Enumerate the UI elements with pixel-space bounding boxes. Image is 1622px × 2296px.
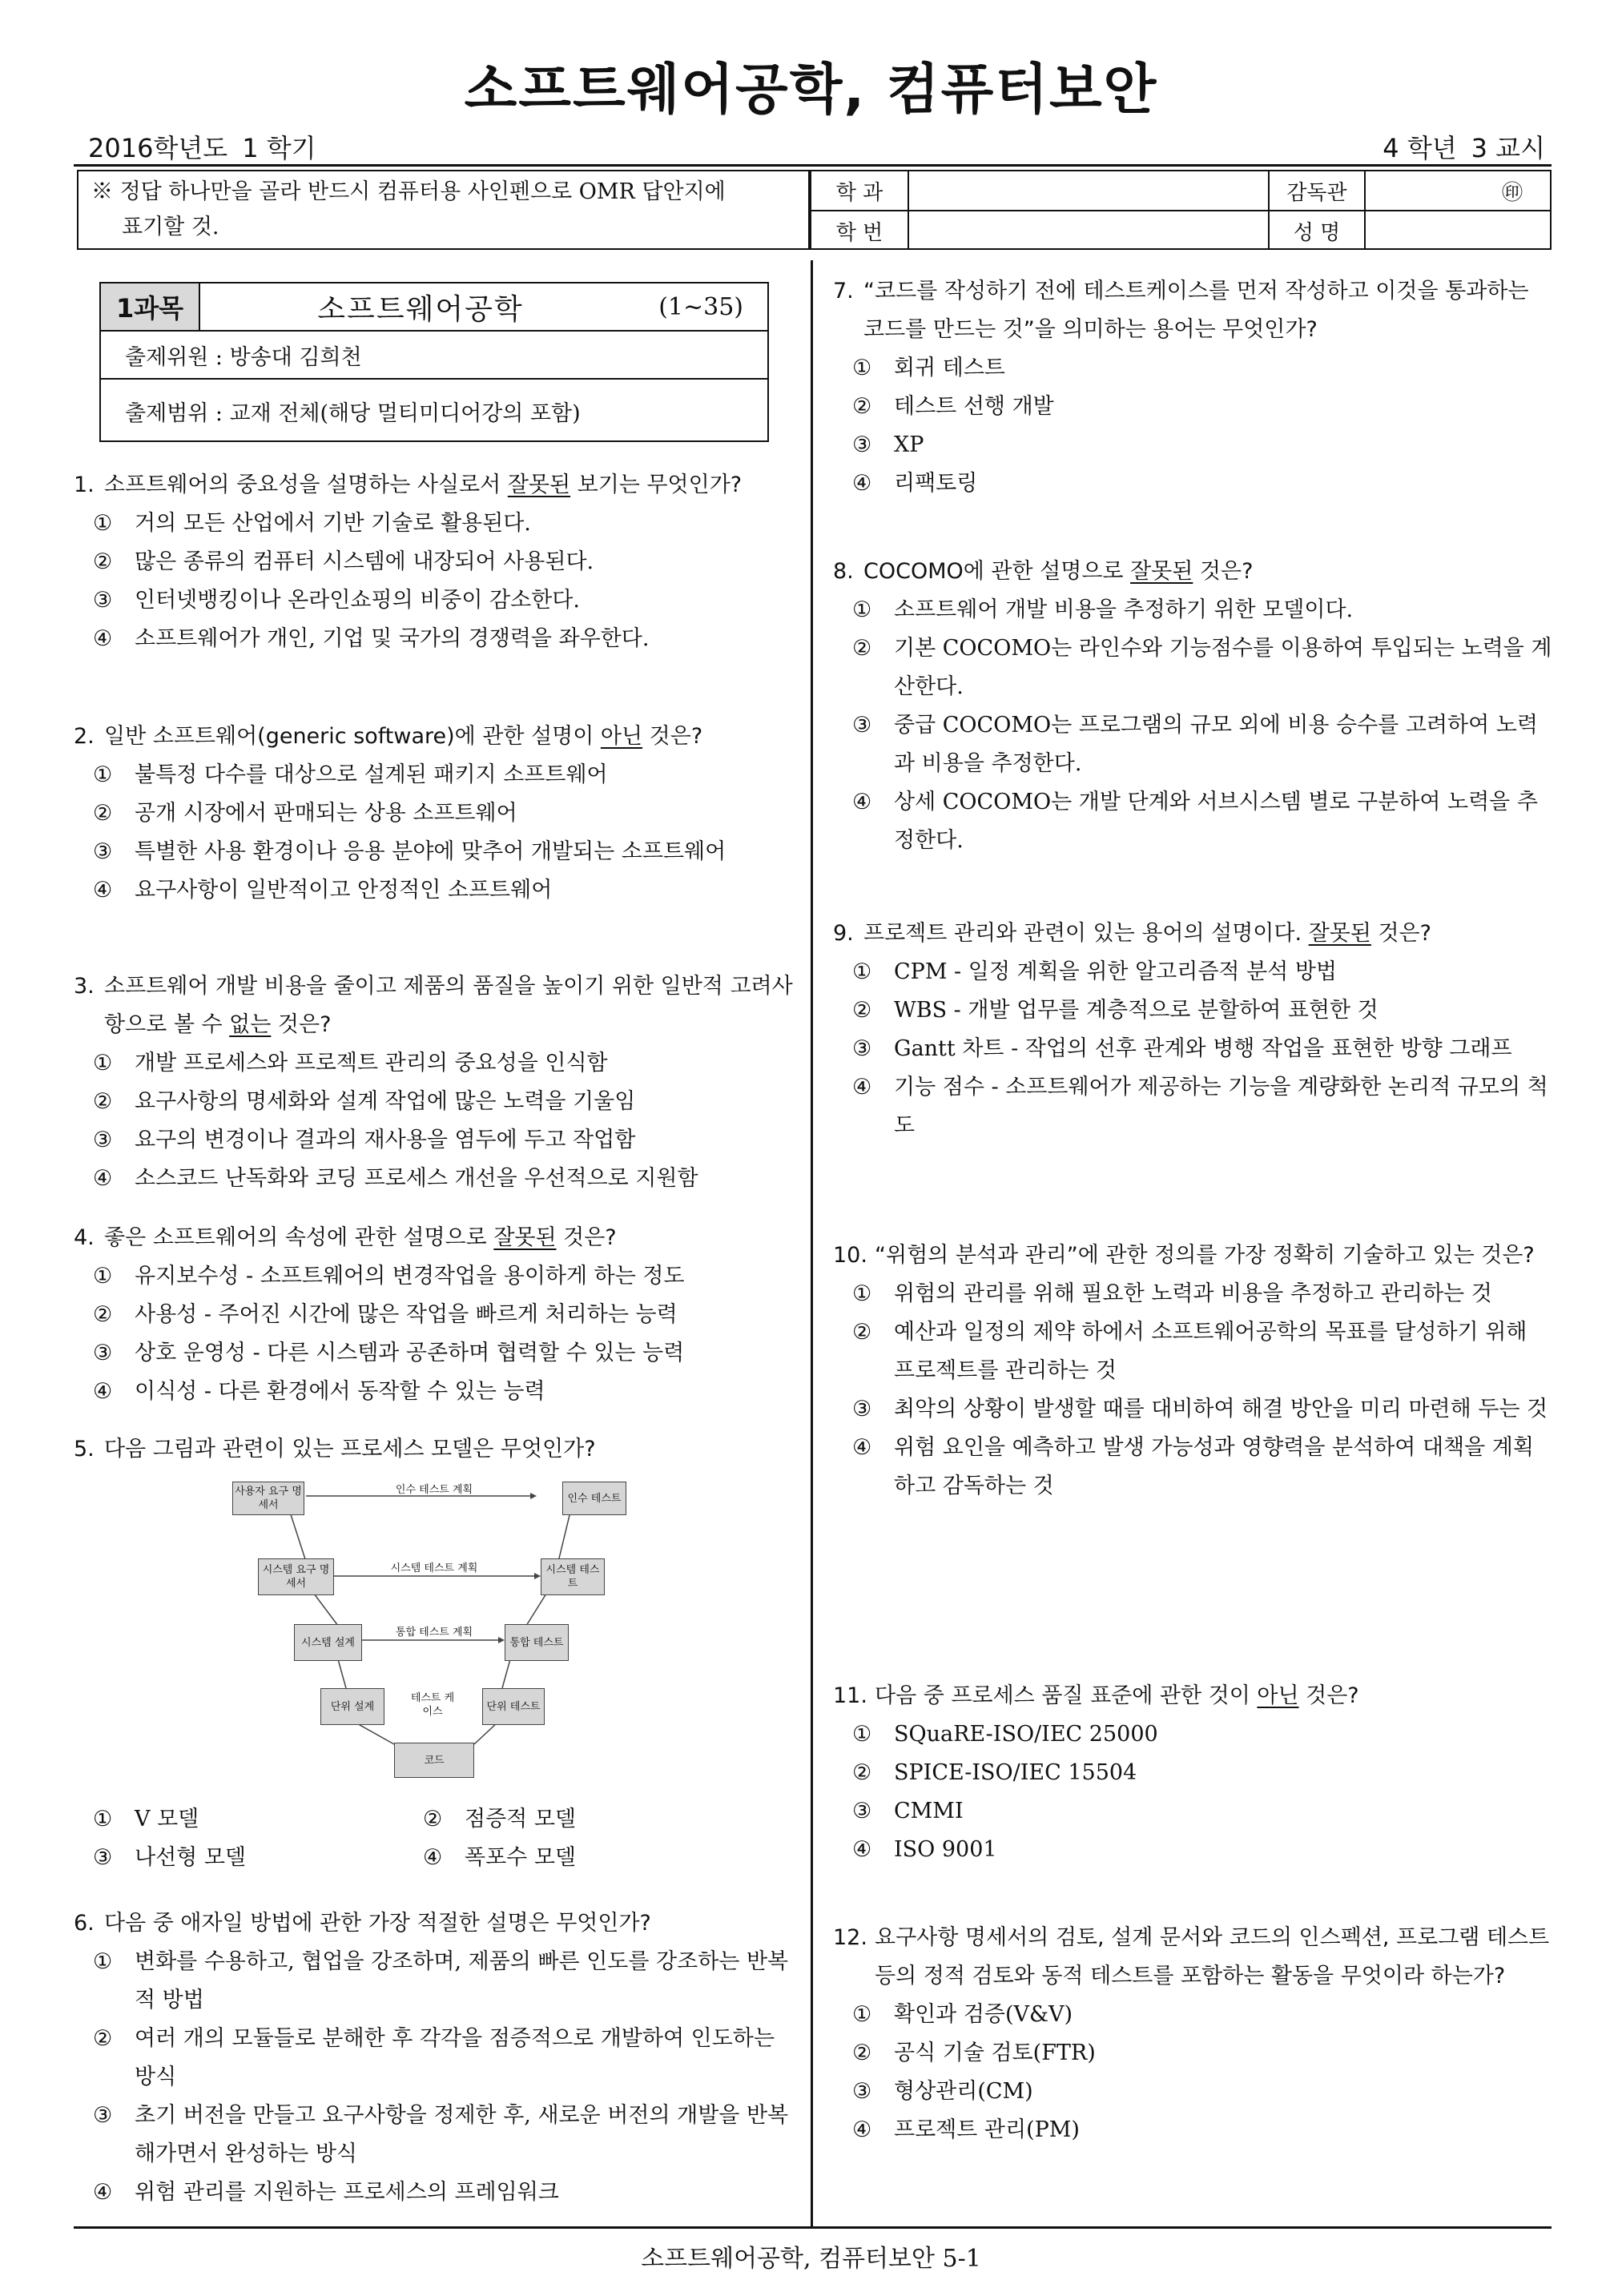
option-text: 폭포수 모델 (465, 1845, 576, 1870)
question-12 (833, 1919, 1554, 2149)
option-text: SPICE-ISO/IEC 15504 (894, 1760, 1137, 1785)
stem-text: 다음 그림과 관련이 있는 프로세스 모델은 무엇인가? (104, 1437, 596, 1462)
option-text: 프로젝트 관리(PM) (894, 2117, 1080, 2142)
unit-test-box: 단위 테스트 (482, 1688, 545, 1725)
option-2[interactable] (93, 1083, 799, 1121)
option-3[interactable] (852, 1792, 1554, 1831)
option-marker: ③ (852, 713, 872, 738)
option-marker: ③ (93, 1341, 113, 1365)
stem-text: 것은? (1370, 921, 1431, 946)
option-text: 특별한 사용 환경이나 응용 분야에 맞추어 개발되는 소프트웨어 (135, 839, 726, 864)
seal-icon: ㊞ (1501, 180, 1523, 205)
option-1[interactable] (93, 505, 799, 543)
option-text: 많은 종류의 컴퓨터 시스템에 내장되어 사용된다. (135, 549, 594, 574)
subject-name: 소프트웨어공학 (317, 292, 524, 326)
option-marker: ③ (93, 1128, 113, 1152)
question-number: 10. (833, 1243, 867, 1268)
option-text: 공식 기술 검토(FTR) (894, 2041, 1096, 2065)
option-text: 개발 프로세스와 프로젝트 관리의 중요성을 인식함 (135, 1051, 608, 1076)
subject-tag: 1과목 (101, 283, 200, 330)
notice-line2: 표기할 것. (122, 215, 219, 239)
option-marker: ① (852, 356, 872, 380)
option-2[interactable] (93, 543, 799, 581)
option-text: 소프트웨어가 개인, 기업 및 국가의 경쟁력을 좌우한다. (135, 626, 650, 651)
option-2[interactable] (852, 991, 1554, 1030)
option-2[interactable] (423, 1800, 576, 1839)
question-4 (74, 1219, 799, 1411)
stem-text: 다음 중 프로세스 품질 표준에 관한 것이 (875, 1683, 1258, 1708)
question-stem (833, 915, 1554, 953)
question-number: 9. (833, 921, 854, 946)
underlined-keyword: 잘못된 (1130, 559, 1193, 584)
option-marker: ① (93, 1949, 113, 1974)
integ-test-box: 통합 테스트 (505, 1624, 569, 1661)
option-text: CMMI (894, 1799, 964, 1824)
option-marker: ③ (852, 1036, 872, 1061)
header-rule (74, 164, 1552, 167)
option-text: Gantt 차트 - 작업의 선후 관계와 병행 작업을 표현한 방향 그래프 (894, 1036, 1512, 1061)
question-number: 4. (74, 1225, 95, 1250)
integ-plan-label: 통합 테스트 계획 (395, 1627, 473, 1639)
option-4[interactable] (423, 1839, 576, 1877)
option-text: 요구의 변경이나 결과의 재사용을 염두에 두고 작업함 (135, 1128, 636, 1152)
option-1[interactable] (852, 953, 1554, 991)
footer-rule (74, 2226, 1552, 2229)
underlined-keyword: 없는 (229, 1012, 272, 1037)
option-text: 소프트웨어 개발 비용을 추정하기 위한 모델이다. (894, 597, 1354, 622)
option-text: 위험 관리를 지원하는 프로세스의 프레임워크 (135, 2180, 559, 2205)
option-2[interactable] (93, 794, 799, 833)
option-marker: ② (852, 998, 872, 1023)
option-1[interactable] (852, 349, 1554, 388)
option-text: 리팩토링 (894, 471, 978, 496)
question-stem (74, 1430, 799, 1469)
question-8 (833, 553, 1554, 860)
option-1[interactable] (852, 1275, 1554, 1313)
option-marker: ③ (93, 1845, 113, 1870)
option-text: 위험의 관리를 위해 필요한 노력과 비용을 추정하고 관리하는 것 (894, 1281, 1492, 1306)
option-3[interactable] (93, 833, 799, 871)
option-text: 형상관리(CM) (894, 2079, 1033, 2104)
question-stem (74, 718, 799, 756)
option-text: 상호 운영성 - 다른 시스템과 공존하며 협력할 수 있는 능력 (135, 1341, 685, 1365)
option-text: CPM - 일정 계획을 위한 알고리즘적 분석 방법 (894, 959, 1337, 984)
period: 3 교시 (1471, 133, 1545, 163)
option-marker: ④ (852, 2117, 872, 2142)
question-5 (74, 1430, 799, 1469)
option-2[interactable] (852, 388, 1554, 426)
option-marker: ③ (852, 1397, 872, 1421)
option-marker: ① (93, 762, 113, 787)
underlined-keyword: 잘못된 (507, 472, 571, 497)
exam-title: 소프트웨어공학, 컴퓨터보안 (464, 58, 1158, 122)
option-text: 위험 요인을 예측하고 발생 가능성과 영향력을 분석하여 대책을 계획하고 감독하는 것 (894, 1435, 1534, 1498)
stem-text: “코드를 작성하기 전에 테스트케이스를 먼저 작성하고 이것을 통과하는 코드를 만드는 것”을 의미하는 용어는 무엇인가? (863, 279, 1529, 342)
option-3[interactable] (93, 1334, 799, 1373)
underlined-keyword: 잘못된 (1308, 921, 1371, 946)
option-marker: ② (852, 636, 872, 661)
code-box: 코드 (394, 1743, 474, 1778)
question-5-options (74, 1800, 799, 1877)
option-1[interactable] (93, 756, 799, 794)
question-stem (74, 1904, 799, 1943)
stem-text: 것은? (271, 1012, 332, 1037)
option-marker: ④ (852, 790, 872, 814)
supervisor-seal-field[interactable] (1366, 171, 1550, 210)
stem-text: COCOMO에 관한 설명으로 (863, 559, 1131, 584)
stem-text: 일반 소프트웨어(generic software)에 관한 설명이 (104, 724, 601, 749)
sys-design-box: 시스템 설계 (294, 1624, 362, 1661)
stem-text: 소프트웨어의 중요성을 설명하는 사실로서 (104, 472, 508, 497)
stem-text: “위험의 분석과 관리”에 관한 정의를 가장 정확히 기술하고 있는 것은? (875, 1243, 1535, 1268)
option-text: 확인과 검증(V&V) (894, 2002, 1073, 2027)
stem-text: 보기는 무엇인가? (570, 472, 743, 497)
option-3[interactable] (852, 426, 1554, 464)
stem-text: 프로젝트 관리와 관련이 있는 용어의 설명이다. (863, 921, 1309, 946)
option-text: 요구사항의 명세화와 설계 작업에 많은 노력을 기울임 (135, 1089, 636, 1114)
id-field[interactable] (909, 211, 1268, 250)
option-3[interactable] (93, 1839, 246, 1877)
stem-text: 좋은 소프트웨어의 속성에 관한 설명으로 (104, 1225, 494, 1250)
stem-text: 것은? (642, 724, 703, 749)
option-4[interactable] (93, 620, 799, 658)
option-3[interactable] (852, 706, 1554, 783)
option-marker: ④ (423, 1845, 443, 1870)
option-text: 변화를 수용하고, 협업을 강조하며, 제품의 빠른 인도를 강조하는 반복적 방법 (135, 1949, 789, 2013)
question-stem (833, 1677, 1554, 1715)
option-marker: ② (852, 1320, 872, 1345)
option-text: 상세 COCOMO는 개발 단계와 서브시스템 별로 구분하여 노력을 추정한다. (894, 790, 1538, 853)
option-text: 요구사항이 일반적이고 안정적인 소프트웨어 (135, 878, 553, 903)
option-3[interactable] (852, 1030, 1554, 1068)
stem-text: 요구사항 명세서의 검토, 설계 문서와 코드의 인스펙션, 프로그램 테스트 등의 정적 검토와 동적 테스트를 포함하는 활동을 무엇이라 하는가? (875, 1925, 1550, 1988)
option-3[interactable] (93, 2097, 799, 2173)
notice-line1: 정답 하나만을 골라 반드시 컴퓨터용 사인펜으로 OMR 답안지에 (119, 179, 726, 204)
notice-mark: ※ (91, 179, 113, 204)
option-4[interactable] (93, 1373, 799, 1411)
supervisor-label: 감독관 (1286, 180, 1347, 205)
question-number: 8. (833, 559, 854, 584)
option-3[interactable] (852, 1390, 1554, 1429)
option-2[interactable] (93, 2020, 799, 2097)
option-2[interactable] (852, 629, 1554, 706)
option-marker: ② (93, 549, 113, 574)
test-case-label: 테스트 케이스 (410, 1692, 455, 1718)
option-marker: ③ (852, 432, 872, 457)
option-marker: ④ (93, 878, 113, 903)
option-text: 기능 점수 - 소프트웨어가 제공하는 기능을 계량화한 논리적 규모의 척도 (894, 1075, 1548, 1138)
question-6 (74, 1904, 799, 2212)
question-9 (833, 915, 1554, 1145)
option-text: 이식성 - 다른 환경에서 동작할 수 있는 능력 (135, 1379, 545, 1404)
question-number: 6. (74, 1911, 95, 1936)
question-1 (74, 466, 799, 658)
underlined-keyword: 잘못된 (493, 1225, 557, 1250)
question-number: 12. (833, 1925, 867, 1950)
option-2[interactable] (852, 1313, 1554, 1390)
option-marker: ① (93, 1051, 113, 1076)
stem-text: 소프트웨어 개발 비용을 줄이고 제품의 품질을 높이기 위한 일반적 고려사항으로 볼 수 (104, 974, 793, 1037)
option-4[interactable] (93, 871, 799, 910)
option-2[interactable] (852, 1754, 1554, 1792)
option-marker: ① (852, 959, 872, 984)
question-number: 1. (74, 472, 95, 497)
option-4[interactable] (852, 2111, 1554, 2149)
option-4[interactable] (93, 2173, 799, 2212)
option-text: 초기 버전을 만들고 요구사항을 정제한 후, 새로운 버전의 개발을 반복해가면서 완성하는 방식 (135, 2103, 789, 2166)
option-text: 유지보수성 - 소프트웨어의 변경작업을 용이하게 하는 정도 (135, 1264, 685, 1289)
option-marker: ② (852, 2041, 872, 2065)
grade: 4 학년 (1383, 133, 1457, 163)
option-marker: ① (852, 1722, 872, 1747)
option-marker: ① (852, 597, 872, 622)
option-marker: ④ (93, 2180, 113, 2205)
option-3[interactable] (852, 2073, 1554, 2111)
subject-box (99, 282, 769, 442)
question-stem (74, 466, 799, 505)
question-7 (833, 272, 1554, 503)
option-text: WBS - 개발 업무를 계층적으로 분할하여 표현한 것 (894, 998, 1378, 1023)
question-stem (833, 1236, 1554, 1275)
option-marker: ② (423, 1807, 443, 1832)
option-text: 여러 개의 모듈들로 분해한 후 각각을 점증적으로 개발하여 인도하는 방식 (135, 2026, 775, 2089)
option-4[interactable] (852, 1068, 1554, 1145)
option-marker: ④ (852, 471, 872, 496)
option-text: 기본 COCOMO는 라인수와 기능점수를 이용하여 투입되는 노력을 계산한다. (894, 636, 1552, 699)
option-marker: ③ (852, 2079, 872, 2104)
question-number: 3. (74, 974, 95, 999)
question-number: 7. (833, 279, 854, 304)
option-marker: ① (93, 1264, 113, 1289)
option-text: ISO 9001 (894, 1837, 997, 1862)
option-marker: ② (852, 1760, 872, 1785)
acceptance-test-box: 인수 테스트 (562, 1482, 626, 1515)
year-semester (88, 128, 331, 165)
option-4[interactable] (852, 464, 1554, 503)
option-text: 점증적 모델 (465, 1807, 576, 1832)
grade-period (1383, 128, 1545, 165)
option-marker: ① (93, 511, 113, 536)
v-model-diagram (226, 1482, 642, 1794)
stem-text: 것은? (556, 1225, 617, 1250)
underlined-keyword: 아닌 (1257, 1683, 1299, 1708)
acceptance-plan-label: 인수 테스트 계획 (395, 1484, 473, 1496)
option-text: 거의 모든 산업에서 기반 기술로 활용된다. (135, 511, 531, 536)
option-1[interactable] (852, 1996, 1554, 2034)
name-label: 성 명 (1293, 220, 1341, 245)
option-marker: ③ (93, 588, 113, 613)
option-3[interactable] (93, 581, 799, 620)
option-marker: ② (93, 801, 113, 826)
option-4[interactable] (93, 1160, 799, 1198)
option-marker: ④ (852, 1837, 872, 1862)
question-number: 5. (74, 1437, 95, 1462)
subject-author: 출제위원 : 방송대 김희천 (101, 332, 767, 380)
option-2[interactable] (93, 1296, 799, 1334)
option-text: V 모델 (135, 1807, 199, 1832)
name-field[interactable] (1366, 211, 1550, 250)
question-range: (1~35) (658, 292, 743, 321)
question-11 (833, 1677, 1554, 1869)
question-stem (833, 1919, 1554, 1996)
id-label: 학 번 (835, 220, 883, 245)
option-text: 중급 COCOMO는 프로그램의 규모 외에 비용 승수를 고려하여 노력과 비용을 추정한다. (894, 713, 1538, 776)
option-text: 회귀 테스트 (894, 356, 1005, 380)
option-text: 공개 시장에서 판매되는 상용 소프트웨어 (135, 801, 517, 826)
option-marker: ② (93, 1089, 113, 1114)
option-text: SQuaRE-ISO/IEC 25000 (894, 1722, 1158, 1747)
sys-plan-label: 시스템 테스트 계획 (390, 1562, 478, 1574)
option-4[interactable] (852, 1831, 1554, 1869)
semester: 1 학기 (242, 133, 316, 163)
option-2[interactable] (852, 2034, 1554, 2073)
option-marker: ④ (93, 1379, 113, 1404)
question-number: 11. (833, 1683, 867, 1708)
option-marker: ① (93, 1807, 113, 1832)
option-1[interactable] (852, 591, 1554, 629)
question-10 (833, 1236, 1554, 1506)
subject-scope: 출제범위 : 교재 전체(해당 멀티미디어강의 포함) (125, 400, 581, 426)
option-text: 인터넷뱅킹이나 온라인쇼핑의 비중이 감소한다. (135, 588, 580, 613)
question-stem (833, 553, 1554, 591)
option-marker: ② (852, 394, 872, 419)
question-stem (74, 967, 799, 1044)
unit-design-box: 단위 설계 (320, 1688, 384, 1725)
dept-field[interactable] (909, 171, 1268, 210)
option-4[interactable] (852, 783, 1554, 860)
option-marker: ④ (852, 1075, 872, 1100)
option-marker: ② (93, 2026, 113, 2051)
option-1[interactable] (93, 1257, 799, 1296)
stem-text: 다음 중 애자일 방법에 관한 가장 적절한 설명은 무엇인가? (104, 1911, 651, 1936)
option-text: 예산과 일정의 제약 하에서 소프트웨어공학의 목표를 달성하기 위해 프로젝트를 관리하는 것 (894, 1320, 1527, 1383)
option-marker: ③ (852, 1799, 872, 1824)
option-marker: ② (93, 1302, 113, 1327)
option-text: 불특정 다수를 대상으로 설계된 패키지 소프트웨어 (135, 762, 608, 787)
question-3 (74, 967, 799, 1198)
option-marker: ④ (93, 1166, 113, 1191)
option-text: 최악의 상황이 발생할 때를 대비하여 해결 방안을 미리 마련해 두는 것 (894, 1397, 1548, 1421)
option-text: 나선형 모델 (135, 1845, 246, 1870)
option-4[interactable] (852, 1429, 1554, 1506)
option-text: XP (894, 432, 924, 457)
underlined-keyword: 아닌 (600, 724, 643, 749)
question-stem (833, 272, 1554, 349)
question-2 (74, 718, 799, 910)
option-marker: ④ (93, 626, 113, 651)
option-marker: ③ (93, 2103, 113, 2128)
option-3[interactable] (93, 1121, 799, 1160)
option-marker: ④ (852, 1435, 872, 1460)
question-number: 2. (74, 724, 95, 749)
stem-text: 것은? (1298, 1683, 1359, 1708)
option-1[interactable] (93, 1800, 199, 1839)
option-1[interactable] (852, 1715, 1554, 1754)
year: 2016학년도 (88, 133, 228, 163)
option-marker: ③ (93, 839, 113, 864)
dept-label: 학 과 (835, 180, 883, 205)
req-spec-box: 사용자 요구 명세서 (232, 1482, 304, 1515)
option-1[interactable] (93, 1044, 799, 1083)
option-1[interactable] (93, 1943, 799, 2020)
option-text: 소스코드 난독화와 코딩 프로세스 개선을 우선적으로 지원함 (135, 1166, 698, 1191)
student-info-table (810, 170, 1552, 250)
option-text: 테스트 선행 개발 (894, 394, 1054, 419)
stem-text: 것은? (1193, 559, 1254, 584)
option-text: 사용성 - 주어진 시간에 많은 작업을 빠르게 처리하는 능력 (135, 1302, 678, 1327)
column-divider (811, 260, 813, 2226)
sys-test-box: 시스템 테스트 (541, 1558, 605, 1595)
instruction-notice (77, 170, 810, 250)
page-footer: 소프트웨어공학, 컴퓨터보안 5-1 (641, 2245, 981, 2273)
question-stem (74, 1219, 799, 1257)
sys-req-box: 시스템 요구 명세서 (258, 1558, 334, 1595)
option-marker: ① (852, 1281, 872, 1306)
option-marker: ① (852, 2002, 872, 2027)
